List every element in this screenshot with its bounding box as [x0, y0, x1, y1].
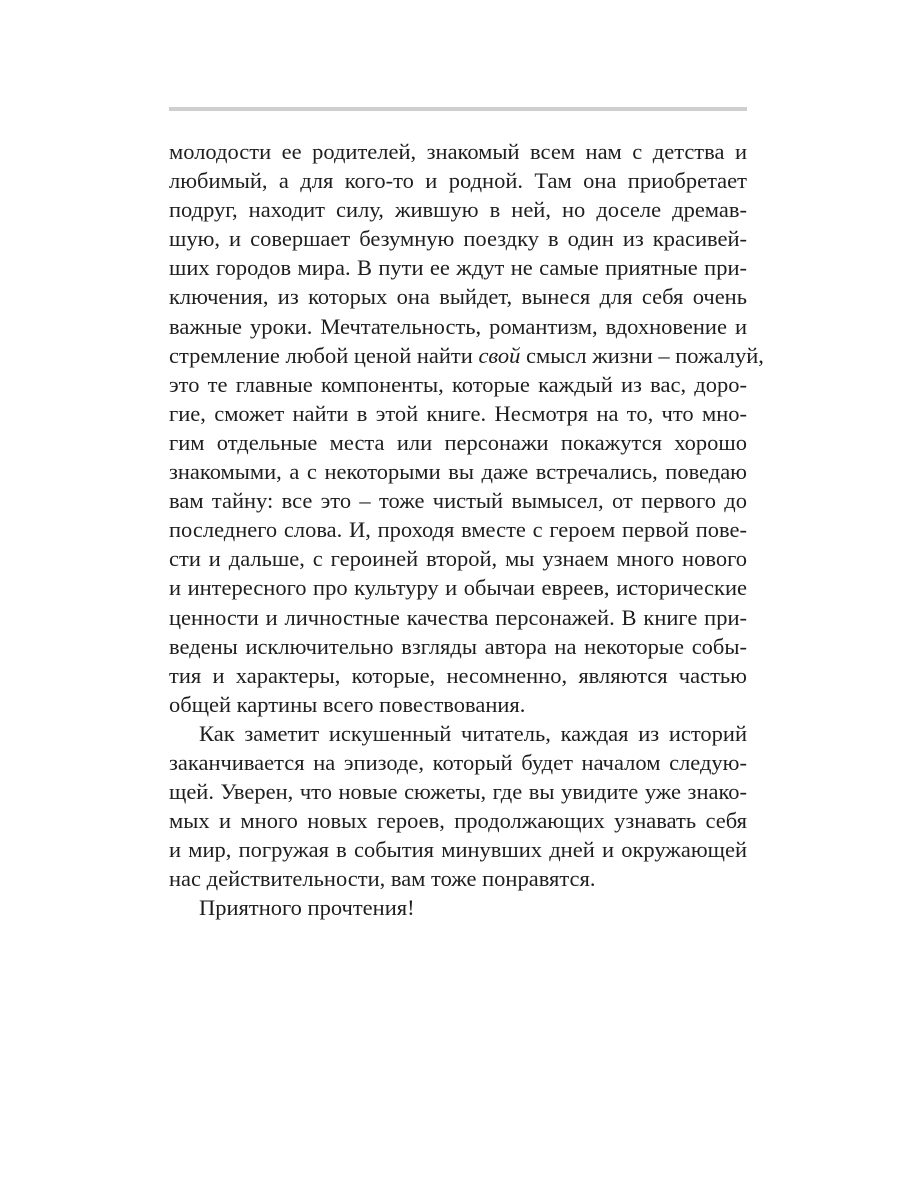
body-text — [169, 137, 764, 923]
text-line: ведены исключительно взгляды автора на некоторые собы- — [169, 633, 747, 659]
paragraph-1 — [169, 137, 764, 719]
text-line: последнего слова. И, проходя вместе с героем первой пове- — [169, 517, 747, 543]
text-line: общей картины всего повествования. — [169, 691, 526, 717]
text-line: подруг, находит силу, жившую в ней, но доселе дремав- — [169, 197, 747, 223]
paragraph-3 — [169, 893, 747, 922]
text-line: знакомыми, а с некоторыми вы даже встречались, поведаю — [169, 459, 747, 485]
text-line: гие, сможет найти в этой книге. Несмотря на то, что мно- — [169, 400, 747, 426]
text-line: молодости ее родителей, знакомый всем нам с детства и — [169, 139, 747, 164]
text-line: и мир, погружая в события минувших дней и окружающей — [169, 837, 747, 863]
text-line-with-italic — [169, 341, 764, 370]
header-rule — [169, 107, 747, 111]
paragraph-2 — [169, 719, 747, 894]
text-line: и интересного про культуру и обычаи евреев, исторические — [169, 575, 747, 601]
text-line: любимый, а для кого-то и родной. Там она приобретает — [169, 168, 747, 194]
text-line: важные уроки. Мечтательность, романтизм, вдохновение и — [169, 313, 747, 339]
text-line: ключения, из которых она выйдет, вынеся для себя очень — [169, 284, 747, 310]
text-line: это те главные компоненты, которые каждый из вас, доро- — [169, 371, 747, 397]
text-line: мых и много новых героев, продолжающих узнавать себя — [169, 808, 747, 834]
text-line: нас действительности, вам тоже понравятся. — [169, 866, 596, 892]
text-line: ших городов мира. В пути ее ждут не самые приятные при- — [169, 255, 747, 281]
text-line: заканчивается на эпизоде, который будет началом следую- — [169, 749, 747, 775]
closing-line: Приятного прочтения! — [199, 895, 415, 921]
italic-word: свой — [478, 342, 521, 368]
text-line: щей. Уверен, что новые сюжеты, где вы увидите уже знако- — [169, 779, 747, 805]
text-line: гим отдельные места или персонажи покажутся хорошо — [169, 429, 747, 455]
text-segment: стремление любой ценой найти — [169, 342, 479, 368]
text-line: тия и характеры, которые, несомненно, являются частью — [169, 662, 747, 688]
text-line: ценности и личностные качества персонажей. В книге при- — [169, 604, 747, 630]
text-line: вам тайну: все это – тоже чистый вымысел, от первого до — [169, 488, 747, 514]
text-line: шую, и совершает безумную поездку в один из красивей- — [169, 226, 747, 252]
text-segment: смысл жизни – пожалуй, — [520, 342, 764, 368]
text-line: Как заметит искушенный читатель, каждая из историй — [199, 720, 747, 746]
text-line: сти и дальше, с героиней второй, мы узнаем много нового — [169, 546, 747, 572]
